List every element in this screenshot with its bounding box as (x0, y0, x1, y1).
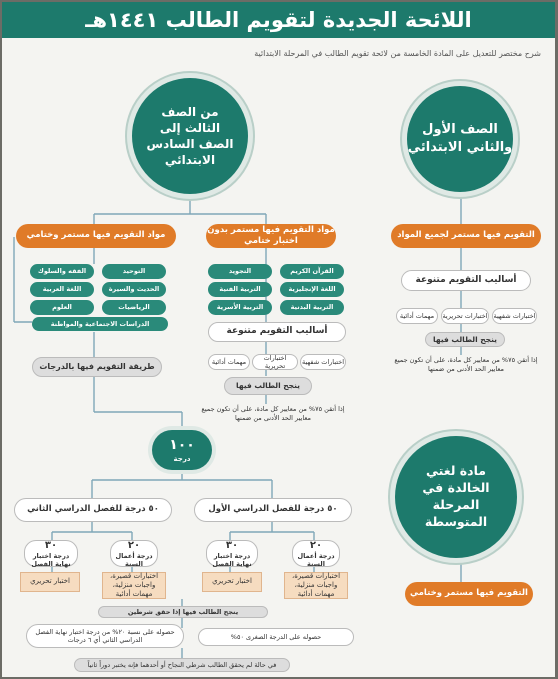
subject-quran: القرآن الكريم (280, 264, 344, 279)
grades-1-2-method-tasks: مهمات أدائية (396, 308, 438, 324)
s2-year-work-label: درجة أعمال السنة (115, 551, 153, 568)
grades-3-6-circle: من الصف الثالث إلى الصف السادس الابتدائي (132, 78, 248, 194)
grades-1-2-header: التقويم فيها مستمر لجميع المواد (391, 224, 541, 248)
s1-year-work (292, 540, 340, 567)
pass-condition: ينجح الطالب فيها إذا حقق شرطين (98, 606, 268, 618)
subject-english: اللغة الإنجليزية (280, 282, 344, 297)
continuous-pass-note: إذا أتقن ٧٥% من معايير كل مادة، على أن تكون جميع معايير الحد الأدنى من ضمنها (201, 405, 345, 422)
grades-1-2-methods: أساليب التقويم متنوعة (401, 270, 531, 291)
lughati-note: التقويم فيها مستمر وختامي (405, 582, 533, 606)
total-score-number: ١٠٠ (169, 436, 195, 453)
s2-final-exam-detail: اختبار تحريري (20, 572, 80, 592)
grades-1-2-method-oral: اختبارات شفهية (492, 308, 537, 324)
s1-final-exam-num: ٣٠ (225, 539, 239, 551)
continuous-method-written: اختبارات تحريرية (252, 354, 298, 370)
subject-tajweed: التجويد (208, 264, 272, 279)
subject-family: التربية الأسرية (208, 300, 272, 315)
grades-1-2-method-written: اختبارات تحريرية (441, 308, 489, 324)
retake-note: في حالة لم يحقق الطالب شرطي النجاح أو أحدهما فإنه يختبر دوراً ثانياً (74, 658, 290, 672)
semester-1-label: ٥٠ درجة للفصل الدراسي الأول (194, 498, 352, 522)
final-header: مواد التقويم فيها مستمر وختامي (16, 224, 176, 248)
continuous-method-oral: اختبارات شفهية (300, 354, 346, 370)
s1-final-exam-label: درجة اختبار نهاية الفصل (212, 551, 252, 568)
continuous-header: مواد التقويم فيها مستمر بدون اختبار ختامي (207, 224, 335, 246)
final-method: طريقة التقويم فيها بالدرجات (32, 357, 162, 377)
lughati-circle: مادة لغتي الخالدة في المرحلة المتوسطة (395, 436, 517, 558)
s2-year-work (110, 540, 158, 567)
subject-tawheed: التوحيد (102, 264, 166, 279)
grades-1-2-pass: ينجح الطالب فيها (425, 332, 505, 347)
subject-art: التربية الفنية (208, 282, 272, 297)
subject-science: العلوم (30, 300, 94, 315)
s1-final-exam-detail: اختبار تحريري (202, 572, 262, 592)
grades-1-2-circle: الصف الأول والثاني الابتدائي (407, 86, 513, 192)
s1-year-work-num: ٢٠ (309, 539, 323, 551)
s2-final-exam-num: ٣٠ (44, 539, 58, 551)
subject-math: الرياضيات (102, 300, 166, 315)
page-subtitle: شرح مختصر للتعديل على المادة الخامسة من لائحة تقويم الطالب في المرحلة الابتدائية (254, 49, 541, 58)
continuous-method-tasks: مهمات أدائية (208, 354, 250, 370)
semester-2-label: ٥٠ درجة للفصل الدراسي الثاني (14, 498, 172, 522)
pass-condition-1: حصوله على الدرجة الصغرى ٥٠% (198, 628, 354, 646)
subject-social-studies: الدراسات الاجتماعية والمواطنة (32, 317, 168, 331)
pass-condition-2: حصوله على نسبة ٢٠% من درجة اختبار نهاية الفصل الدراسي الثاني أي ٦ درجات (26, 624, 184, 648)
continuous-methods: أساليب التقويم متنوعة (208, 322, 346, 342)
s1-final-exam (206, 540, 258, 567)
s2-final-exam (24, 540, 78, 567)
s2-year-work-num: ٢٠ (127, 539, 141, 551)
infographic-page (2, 2, 555, 677)
page-title: اللائحة الجديدة لتقويم الطالب ١٤٤١هـ (2, 2, 555, 38)
subject-hadith: الحديث والسيرة (102, 282, 166, 297)
subject-pe: التربية البدنية (280, 300, 344, 315)
total-score-unit: درجة (173, 454, 191, 463)
total-score-badge (152, 430, 212, 470)
continuous-pass: ينجح الطالب فيها (224, 377, 312, 395)
s2-final-exam-label: درجة اختبار نهاية الفصل (31, 551, 71, 568)
grades-1-2-pass-note: إذا أتقن ٧٥% من معايير كل مادة، على أن تكون جميع معايير الحد الأدنى من ضمنها (394, 356, 538, 373)
subject-arabic: اللغة العربية (30, 282, 94, 297)
subject-fiqh: الفقه والسلوك (30, 264, 94, 279)
s2-year-work-detail: اختبارات قصيرة، واجبات منزلية، مهمات أدائية (102, 572, 166, 599)
s1-year-work-label: درجة أعمال السنة (297, 551, 335, 568)
s1-year-work-detail: اختبارات قصيرة، واجبات منزلية، مهمات أدائية (284, 572, 348, 599)
